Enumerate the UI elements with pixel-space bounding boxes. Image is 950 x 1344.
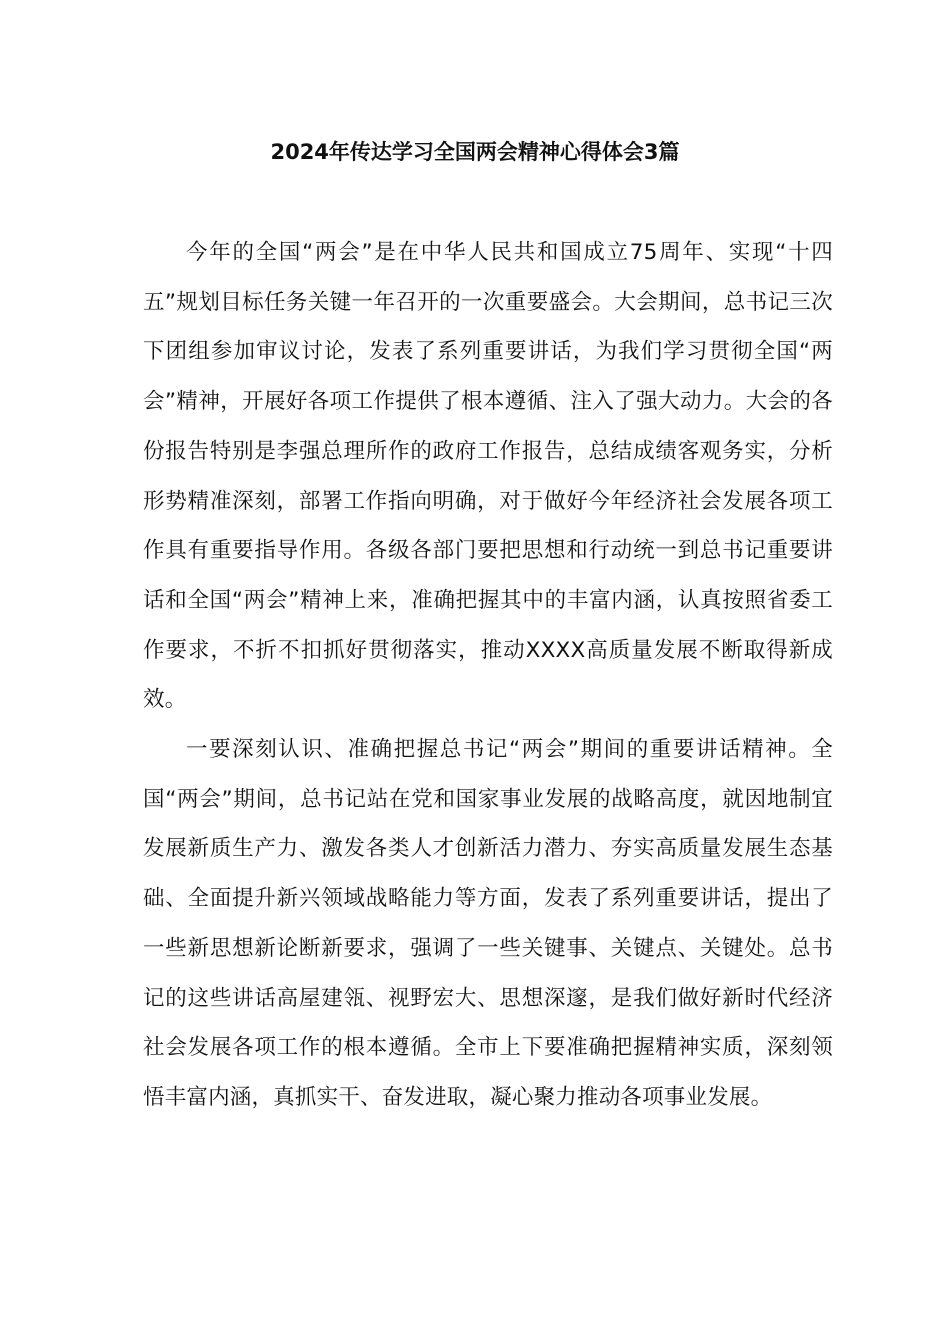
- paragraph-intro: 今年的全国“两会”是在中华人民共和国成立75周年、实现“十四五”规划目标任务关键一年召开的一次重要盛会。大会期间，总书记三次下团组参加审议讨论，发表了系列重要讲话，为我们学习贯彻全国“两会”精神，开展好各项工作提供了根本遵循、注入了强大动力。大会的各份报告特别是李强总理所作的政府工作报告，总结成绩客观务实，分析形势精准深刻，部署工作指向明确，对于做好今年经济社会发展各项工作具有重要指导作用。各级各部门要把思想和行动统一到总书记重要讲话和全国“两会”精神上来，准确把握其中的丰富内涵，认真按照省委工作要求，不折不扣抓好贯彻落实，推动XXXX高质量发展不断取得新成效。: [143, 240, 833, 713]
- document-title: 2024年传达学习全国两会精神心得体会3篇: [270, 140, 680, 164]
- document-body: [143, 228, 833, 1123]
- paragraph-point-one: 一要深刻认识、准确把握总书记“两会”期间的重要讲话精神。全国“两会”期间，总书记站在党和国家事业发展的战略高度，就因地制宜发展新质生产力、激发各类人才创新活力潜力、夯实高质量发展生态基础、全面提升新兴领域战略能力等方面，发表了系列重要讲话，提出了一些新思想新论断新要求，强调了一些关键事、关键点、关键处。总书记的这些讲话高屋建瓴、视野宏大、思想深邃，是我们做好新时代经济社会发展各项工作的根本遵循。全市上下要准确把握精神实质，深刻领悟丰富内涵，真抓实干、奋发进取，凝心聚力推动各项事业发展。: [143, 737, 833, 1110]
